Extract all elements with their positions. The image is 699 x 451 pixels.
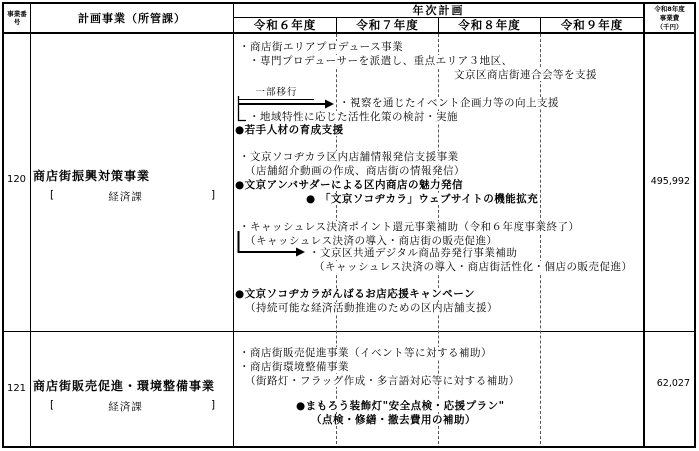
- migration-arrow-1-head: [325, 100, 334, 109]
- migration-arrow-1-bracket: [239, 96, 247, 121]
- column-header-annual-plan: 年次計画: [412, 4, 465, 17]
- bracket-open: [: [50, 399, 55, 411]
- project-number: 121: [6, 383, 27, 394]
- plan-item: ・地域特性に応じた活性化策の検討・実施: [249, 111, 458, 123]
- bracket-close: ]: [211, 399, 216, 411]
- plan-item: ・商店街エリアプロデュース事業: [239, 41, 404, 53]
- column-header-year-r8: 令和８年度: [458, 18, 521, 32]
- plan-item: （街路灯・フラッグ作成・多言語対応等に対する補助）: [245, 375, 520, 387]
- project-title: 商店街販売促進・環境整備事業: [33, 379, 216, 393]
- plan-item-highlight: ● 「文京ソコヂカラ」ウェブサイトの機能拡充: [306, 193, 539, 205]
- column-header-year-r7: 令和７年度: [356, 18, 419, 32]
- migration-arrow-2-shaft: [239, 231, 297, 252]
- project-title: 商店街振興対策事業: [33, 169, 151, 183]
- plan-item: （持続可能な経済活動推進のための区内店舗支援）: [245, 302, 498, 314]
- department-label: 経済課: [108, 191, 143, 203]
- migration-arrow-2-head: [296, 248, 305, 257]
- plan-item: ・専門プロデューサーを派遣し、重点エリア３地区、: [249, 55, 513, 67]
- bracket-close: ]: [211, 189, 216, 201]
- cost-value: 495,992: [650, 176, 690, 187]
- plan-item-highlight: ●まもろう装飾灯"安全点検・応援プラン": [296, 400, 505, 412]
- cost-header-line3: （千円）: [656, 22, 683, 31]
- column-header-number: 事業番号: [7, 9, 27, 26]
- plan-item: （キャッシュレス決済の導入・商店街活性化・個店の販売促進）: [314, 261, 633, 273]
- plan-item-highlight: ●若手人材の育成支援: [235, 124, 344, 136]
- plan-item: ・キャッシュレス決済ポイント還元事業補助（令和６年度事業終了）: [239, 221, 580, 233]
- plan-item-highlight: （点検・修繕・撤去費用の補助）: [311, 414, 476, 426]
- column-header-project: 計画事業（所管課）: [78, 11, 186, 25]
- plan-item: 文京区商店街連合会等を支援: [454, 69, 597, 81]
- department-label: 経済課: [108, 401, 143, 413]
- bracket-open: [: [50, 189, 55, 201]
- plan-item: ・商店街販売促進事業（イベント等に対する補助）: [239, 347, 492, 359]
- project-number: 120: [6, 174, 27, 185]
- cost-header-line1: 令和8年度: [654, 4, 685, 13]
- plan-item: （店舗紹介動画の作成、商店街の情報発信）: [245, 165, 465, 177]
- migration-label: 一部移行: [239, 84, 314, 100]
- plan-item: ・商店街環境整備事業: [239, 361, 349, 373]
- plan-item: ・文京ソコヂカラ区内店舗情報発信支援事業: [239, 151, 459, 163]
- cost-header-line2: 事業費: [659, 13, 680, 22]
- plan-item: ・文京区共通デジタル商品券発行事業補助: [309, 247, 518, 259]
- cost-value: 62,027: [656, 378, 690, 389]
- plan-item: （キャッシュレス決済の導入・商店街の販売促進）: [245, 235, 498, 247]
- column-header-year-r6: 令和６年度: [253, 18, 317, 32]
- plan-item-highlight: ●文京アンバサダーによる区内商店の魅力発信: [235, 179, 463, 191]
- plan-item: ・視察を通じたイベント企画力等の向上支援: [339, 97, 559, 109]
- column-header-year-r9: 令和９年度: [560, 18, 624, 32]
- plan-item-highlight: ●文京ソコヂカラがんばるお店応援キャンペーン: [235, 288, 476, 300]
